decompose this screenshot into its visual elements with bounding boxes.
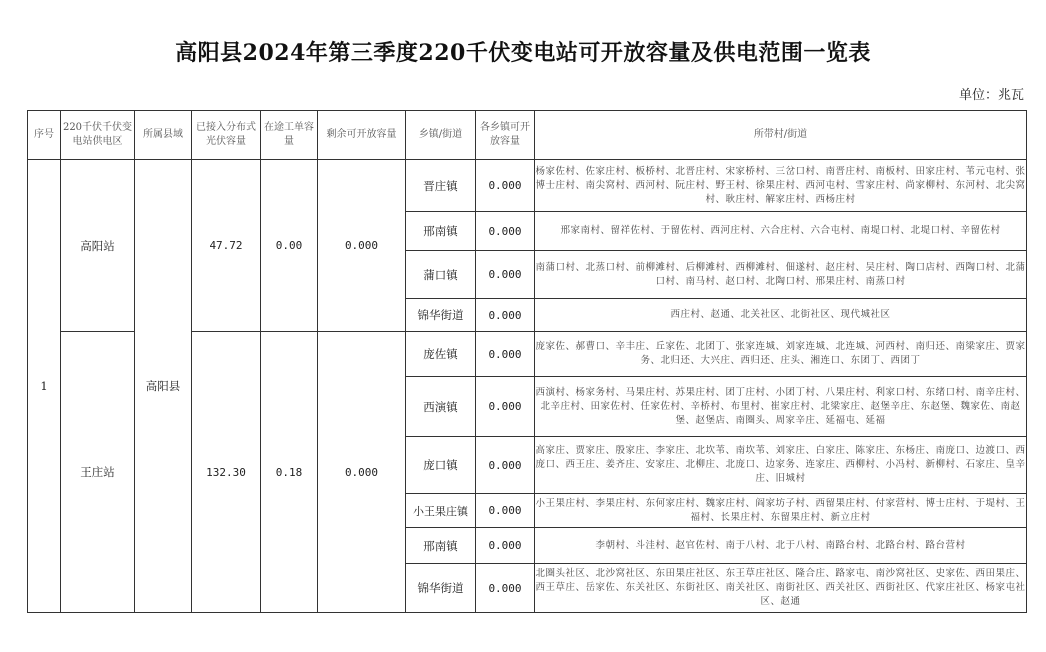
town-area: 西庄村、赵通、北关社区、北街社区、现代城社区 [535,299,1027,332]
town-name: 庞口镇 [406,437,476,494]
town-area: 小王果庄村、李果庄村、东何家庄村、魏家庄村、阎家坊子村、西留果庄村、付家营村、博士庄村、于堤村、王福村、长果庄村、东留果庄村、新立庄村 [535,494,1027,528]
town-area: 北圈头社区、北沙窝社区、东田果庄社区、东王草庄社区、隆合庄、路家屯、南沙窝社区、史家佐、西田果庄、西王草庄、岳家佐、东关社区、东街社区、南关社区、南街社区、西关社区、西街社区、代家庄社区、杨家屯社区、赵通 [535,564,1027,613]
town-capacity: 0.000 [476,160,535,212]
under-construction-cell: 0.18 [261,332,318,613]
town-capacity: 0.000 [476,299,535,332]
header-seq: 序号 [28,111,61,160]
town-capacity: 0.000 [476,528,535,564]
header-town-capacity: 各乡镇可开放容量 [476,111,535,160]
connected-pv-cell: 47.72 [192,160,261,332]
unit-label: 单位：兆瓦 [958,88,1024,103]
town-area: 南蒲口村、北蒸口村、前柳滩村、后柳滩村、西柳滩村、佃遂村、赵庄村、吴庄村、陶口店村、西陶口村、北蒲口村、南马村、赵口村、北陶口村、邢果庄村、南蒸口村 [535,251,1027,299]
town-area: 杨家佐村、佐家庄村、板桥村、北晋庄村、宋家桥村、三岔口村、南晋庄村、南板村、田家庄村、苇元屯村、张博士庄村、南尖窝村、西河村、阮庄村、野王村、徐果庄村、西河屯村、雪家庄村、尚家柳村、东河村、北尖窝村、耿庄村、解家庄村、西杨庄村 [535,160,1027,212]
town-name: 锦华街道 [406,299,476,332]
header-row [28,111,1027,160]
town-capacity: 0.000 [476,251,535,299]
header-zone: 220千伏千伏变电站供电区 [61,111,135,160]
town-area: 高家庄、贾家庄、殷家庄、李家庄、北坎苇、南坎苇、刘家庄、白家庄、陈家庄、东杨庄、南庞口、边渡口、西庞口、西王庄、姜齐庄、安家庄、北柳庄、北庞口、边家务、连家庄、西柳村、小冯村、新柳村、石家庄、皇辛庄、旧城村 [535,437,1027,494]
town-name: 邢南镇 [406,528,476,564]
town-capacity: 0.000 [476,332,535,377]
town-capacity: 0.000 [476,377,535,437]
town-name: 庞佐镇 [406,332,476,377]
header-area: 所带村/街道 [535,111,1027,160]
county-cell: 高阳县 [135,160,192,613]
town-capacity: 0.000 [476,437,535,494]
header-connected-pv: 已接入分布式光伏容量 [192,111,261,160]
page-title: 高阳县2024年第三季度220千伏变电站可开放容量及供电范围一览表 [175,40,871,66]
station-name: 高阳站 [61,160,135,332]
town-name: 西演镇 [406,377,476,437]
connected-pv-cell: 132.30 [192,332,261,613]
town-name: 小王果庄镇 [406,494,476,528]
remaining-cell: 0.000 [318,332,406,613]
town-capacity: 0.000 [476,494,535,528]
remaining-cell: 0.000 [318,160,406,332]
under-construction-cell: 0.00 [261,160,318,332]
town-name: 邢南镇 [406,212,476,251]
station-name: 王庄站 [61,332,135,613]
table-row [28,160,1027,212]
town-capacity: 0.000 [476,212,535,251]
header-county: 所属县域 [135,111,192,160]
header-remaining: 剩余可开放容量 [318,111,406,160]
town-area: 西演村、杨家务村、马果庄村、苏果庄村、团丁庄村、小团丁村、八果庄村、利家口村、东绪口村、南辛庄村、北辛庄村、田家佐村、任家佐村、辛桥村、布里村、崔家庄村、北梁家庄、赵堡辛庄、东赵堡、魏家佐、南赵堡、赵堡店、南圈头、周家辛庄、延福屯、延福 [535,377,1027,437]
town-area: 李朝村、斗洼村、赵官佐村、南于八村、北于八村、南路台村、北路台村、路台营村 [535,528,1027,564]
town-name: 蒲口镇 [406,251,476,299]
town-area: 邢家南村、留祥佐村、于留佐村、西河庄村、六合庄村、六合屯村、南堤口村、北堤口村、辛留佐村 [535,212,1027,251]
header-town: 乡镇/街道 [406,111,476,160]
town-area: 庞家佐、郝曹口、辛丰庄、丘家佐、北团丁、张家连城、刘家连城、北连城、河西村、南归还、南梁家庄、贾家务、北归还、大兴庄、西归还、庄头、湘连口、东团丁、西团丁 [535,332,1027,377]
seq-cell: 1 [28,160,61,613]
town-name: 锦华街道 [406,564,476,613]
town-capacity: 0.000 [476,564,535,613]
header-under-construction: 在途工单容量 [261,111,318,160]
town-name: 晋庄镇 [406,160,476,212]
capacity-table [27,110,1027,613]
